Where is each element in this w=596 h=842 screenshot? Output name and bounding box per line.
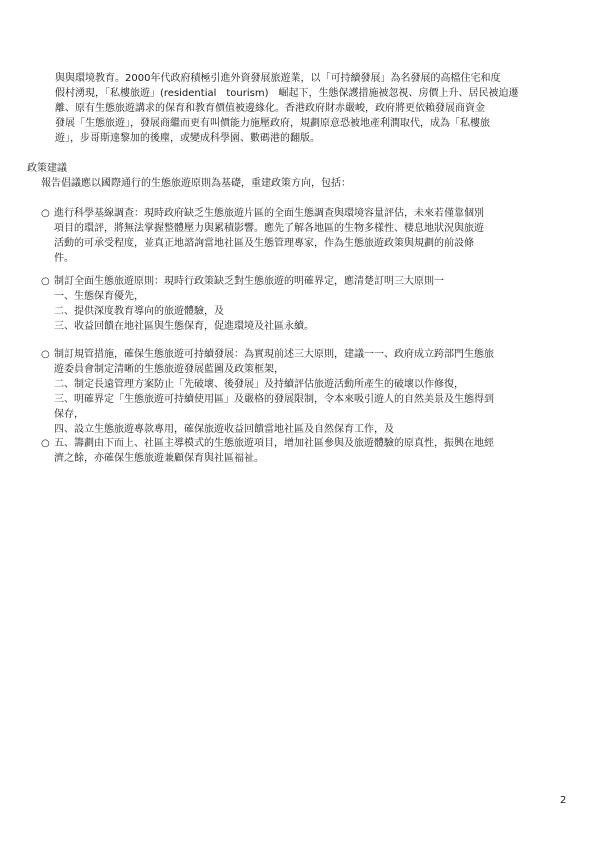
item-body xyxy=(54,206,561,266)
sub-point: 一、生態保育優先， xyxy=(54,291,144,302)
sub-point: 二、制定長遠管理方案防止「先破壞、後發展」及持續評估旅遊活動所產生的破壞以作修復， xyxy=(54,379,464,390)
intro-line: 遊」，步哥斯達黎加的後塵，或變成科學園、數碼港的翻版。 xyxy=(55,133,320,144)
intro-line: 假村湧現，「私樓旅遊」(residential tourism) 崛起下，生態保護措施被忽視、房價上升、居民被迫遷 xyxy=(55,88,519,99)
recommendation-item-3 xyxy=(41,347,561,377)
lead-line: 報告倡議應以國際通行的生態旅遊原則為基礎，重建政策方向，包括： xyxy=(41,178,351,189)
intro-line: 離、原有生態旅遊講求的保育和教育價值被邊緣化。香港政府財赤嚴峻，政府將更依賴發展商資金 xyxy=(55,103,485,114)
item-line: 制訂規管措施，確保生態旅遊可持續發展：為實現前述三大原則，建議一一、政府成立跨部門生態旅 xyxy=(54,349,494,360)
sub-point: 四、設立生態旅遊專款專用，確保旅遊收益回饋當地社區及自然保育工作，及 xyxy=(54,424,394,435)
intro-line: 發展「生態旅遊」，發展商繼而更有叫價能力施壓政府，規劃原意恐被地產利潤取代，成為「私樓旅 xyxy=(55,118,490,129)
item-line: 五、籌劃由下而上、社區主導模式的生態旅遊項目，增加社區參與及旅遊體驗的原真性，振興在地經 xyxy=(54,438,494,449)
item-line: 制訂全面生態旅遊原則：現時行政策缺乏對生態旅遊的明確界定，應清楚訂明三大原則一 xyxy=(54,276,444,287)
item-line: 活動的可承受程度，並真正地諮詢當地社區及生態管理專家，作為生態旅遊政策與規劃的前設條 xyxy=(54,238,474,249)
item-line: 件。 xyxy=(54,253,74,264)
sub-point: 二、提供深度教育導向的旅遊體驗，及 xyxy=(54,306,224,317)
lead-paragraph xyxy=(41,176,561,191)
circle-bullet-icon: ○ xyxy=(41,349,50,360)
circle-bullet-icon: ○ xyxy=(41,208,50,219)
item-line: 濟之餘，亦確保生態旅遊兼顧保育與社區福祉。 xyxy=(54,453,264,464)
item-line: 遊委員會制定清晰的生態旅遊發展藍圖及政策框架， xyxy=(54,364,284,375)
item-line: 項目的環評，將無法掌握整體壓力與累積影響。應先了解各地區的生物多樣性、棲息地狀況與旅遊 xyxy=(54,223,484,234)
sub-list xyxy=(41,377,561,437)
sub-list xyxy=(41,289,561,334)
page-number: 2 xyxy=(560,795,567,806)
circle-bullet-icon: ○ xyxy=(41,276,50,287)
sub-point: 三、收益回饋在地社區與生態保育，促進環境及社區永續。 xyxy=(54,321,314,332)
sub-point: 三、明確界定「生態旅遊可持續使用區」及嚴格的發展限制，令本來吸引遊人的自然美景及生態得到 xyxy=(54,394,494,405)
recommendation-item-4 xyxy=(41,436,561,466)
item-body xyxy=(54,436,561,466)
item-body xyxy=(54,274,561,289)
item-body xyxy=(54,347,561,377)
item-2-sub-points xyxy=(41,289,561,334)
intro-paragraph xyxy=(55,71,555,146)
recommendation-item-1 xyxy=(41,206,561,266)
item-3-sub-points xyxy=(41,377,561,437)
recommendation-item-2 xyxy=(41,274,561,289)
item-line: 進行科學基線調查：現時政府缺乏生態旅遊片區的全面生態調查與環境容量評估，未來若僅靠個別 xyxy=(54,208,484,219)
section-heading: 政策建議 xyxy=(27,163,67,174)
sub-point: 保存， xyxy=(54,409,84,420)
circle-bullet-icon: ○ xyxy=(41,438,50,449)
intro-line: 與與環境教育。2000年代政府積極引進外資發展旅遊業，以「可持續發展」為名發展的高檔住宅和度 xyxy=(55,73,501,84)
